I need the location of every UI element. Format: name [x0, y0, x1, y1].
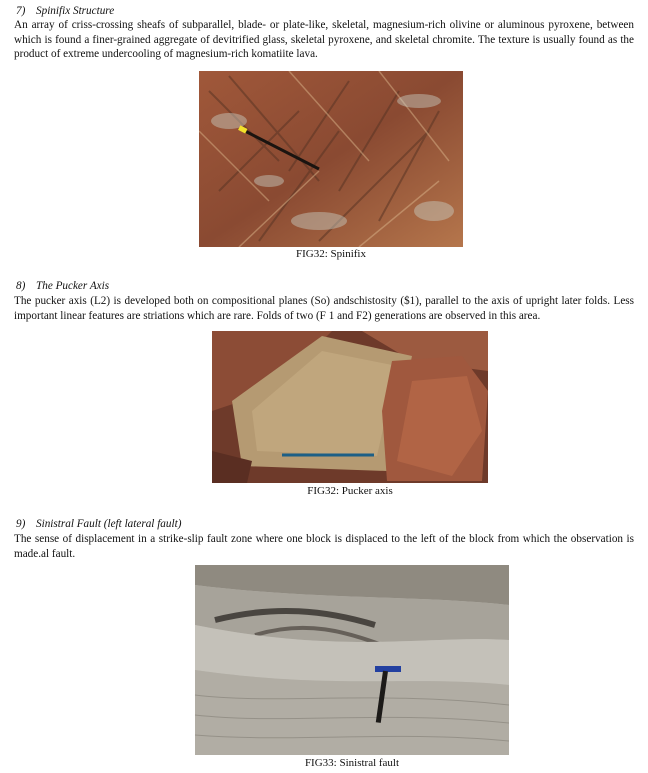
figure-caption: FIG32: Pucker axis: [307, 485, 393, 497]
section-9-body: The sense of displacement in a strike-slip fault zone where one block is displaced to the left of the block from which the observation is made.al fault.: [14, 533, 634, 560]
figure-caption: FIG33: Sinistral fault: [304, 757, 400, 769]
spinifix-photo: [199, 71, 463, 247]
section-number: 8): [16, 280, 26, 292]
section-7-heading: [16, 4, 114, 19]
section-title: The Pucker Axis: [36, 280, 110, 292]
section-8-body: The pucker axis (L2) is developed both on compositional planes (So) andschistosity ($1), parallel to the axis of upright later folds. Less important linear features are striations which are rare. Folds of two (F 1 and F2) generations are observed in this area.: [14, 295, 634, 322]
section-number: 9): [16, 518, 26, 530]
section-9-heading: [16, 517, 181, 532]
section-title: Spinifix Structure: [36, 5, 115, 17]
section-number: 7): [16, 5, 26, 17]
figure-caption: FIG32: Spinifix: [296, 248, 366, 260]
section-title: Sinistral Fault (left lateral fault): [36, 518, 182, 530]
section-7-body: An array of criss-crossing sheafs of subparallel, blade- or plate-like, skeletal, magnesium-rich olivine or aluminous pyroxene, between which is found a finer-grained aggregate of devitrified glass, skeletal pyroxene, and skeletal chromite. The texture is usually found as the product of extreme undercooling of magnesium-rich komatiite lava.: [14, 19, 634, 61]
section-8-heading: [16, 279, 109, 294]
sinistral-fault-photo: [195, 565, 509, 755]
pucker-axis-photo: [212, 331, 488, 483]
